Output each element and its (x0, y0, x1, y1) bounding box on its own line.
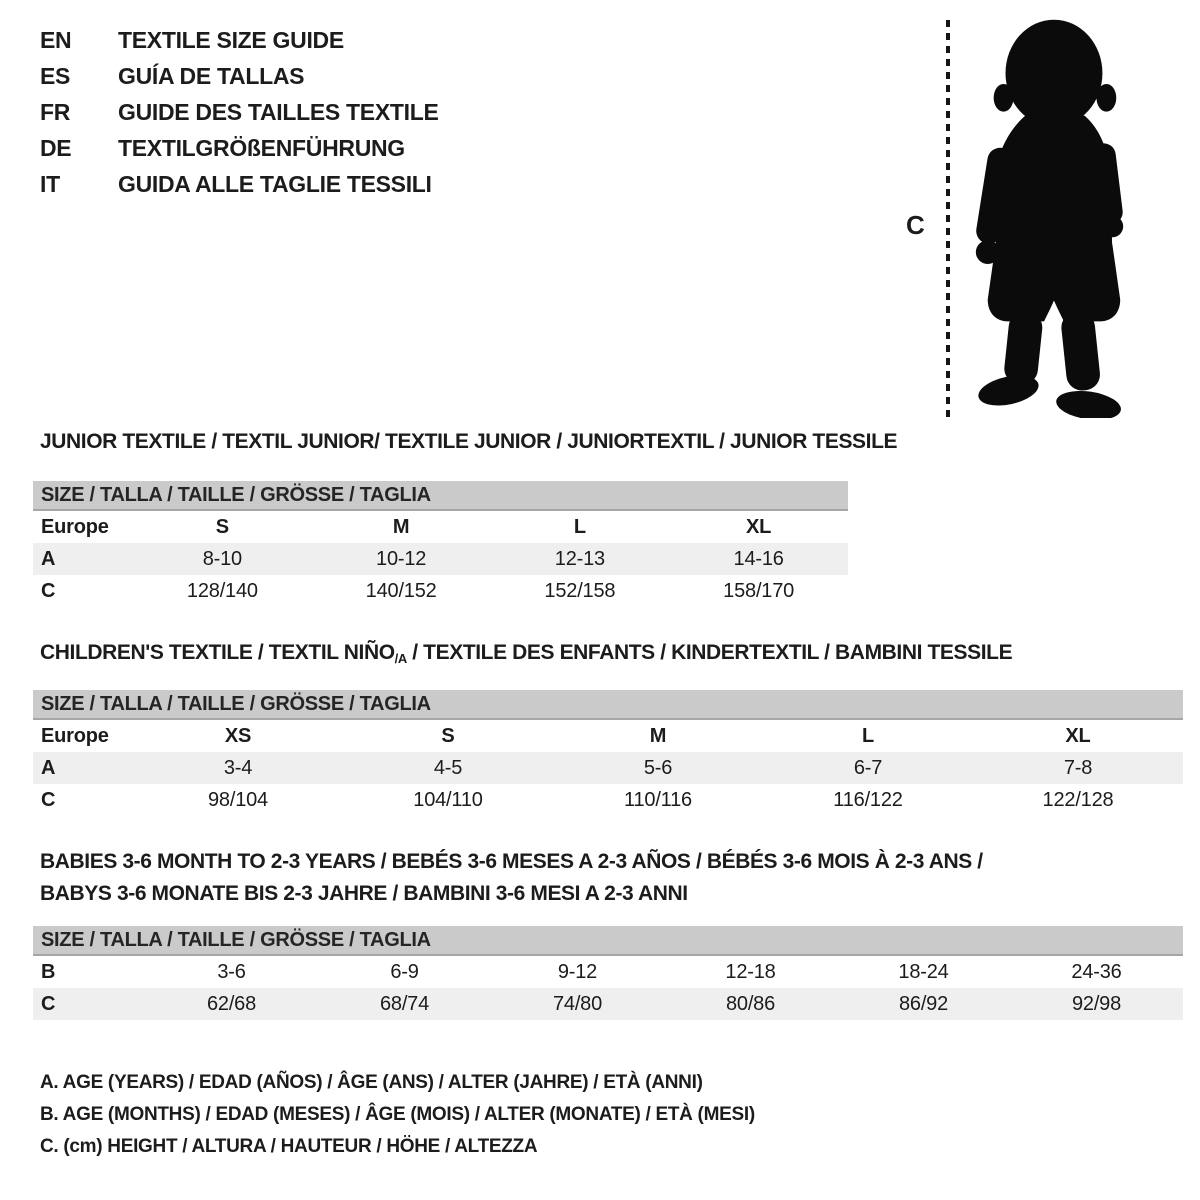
language-title: TEXTILGRÖßENFÜHRUNG (118, 134, 405, 161)
legend-line-c: C. (cm) HEIGHT / ALTURA / HAUTEUR / HÖHE / ALTEZZA (40, 1136, 538, 1157)
children-title-rest: / TEXTILE DES ENFANTS / KINDERTEXTIL / BAMBINI TESSILE (406, 641, 1013, 664)
children-title-main: CHILDREN'S TEXTILE / TEXTIL NIÑO (40, 641, 395, 664)
legend-line-b: B. AGE (MONTHS) / EDAD (MESES) / ÂGE (MOIS) / ALTER (MONATE) / ETÀ (MESI) (40, 1104, 755, 1125)
table-cell: XS (224, 724, 252, 747)
size-header-bar: SIZE / TALLA / TAILLE / GRÖSSE / TAGLIA (33, 481, 848, 511)
section-title-babies-line1: BABIES 3-6 MONTH TO 2-3 YEARS / BEBÉS 3-6 MESES A 2-3 AÑOS / BÉBÉS 3-6 MOIS À 2-3 ANS / (40, 850, 983, 873)
language-code: EN (40, 26, 72, 53)
language-code: DE (40, 134, 72, 161)
language-row (40, 166, 439, 202)
section-title-children (40, 641, 1012, 666)
row-label: A (41, 756, 56, 779)
table-cell: L (573, 515, 586, 538)
language-row (40, 58, 439, 94)
table-cell: 92/98 (1071, 992, 1122, 1015)
height-dashed-line (946, 20, 950, 418)
row-label: C (41, 579, 56, 602)
row-label: A (41, 547, 56, 570)
language-code: IT (40, 170, 60, 197)
language-title: GUIDA ALLE TAGLIE TESSILI (118, 170, 432, 197)
table-cell: 152/158 (544, 579, 616, 602)
language-row (40, 22, 439, 58)
table-row (33, 752, 1183, 784)
table-cell: 116/122 (833, 788, 903, 811)
size-header-bar: SIZE / TALLA / TAILLE / GRÖSSE / TAGLIA (33, 926, 1183, 956)
row-label: C (41, 992, 56, 1015)
table-cell: 12-18 (725, 960, 776, 983)
table-cell: 8-10 (202, 547, 242, 570)
table-cell: 6-9 (390, 960, 419, 983)
table-cell: 86/92 (898, 992, 949, 1015)
table-cell: 68/74 (379, 992, 430, 1015)
language-code: FR (40, 98, 71, 125)
table-cell: 4-5 (433, 756, 463, 779)
table-cell: 74/80 (552, 992, 603, 1015)
junior-size-table (33, 481, 848, 607)
table-cell: 128/140 (186, 579, 258, 602)
table-cell: 80/86 (725, 992, 776, 1015)
babies-size-table (33, 926, 1183, 1020)
size-header-bar: SIZE / TALLA / TAILLE / GRÖSSE / TAGLIA (33, 690, 1183, 720)
table-cell: 12-13 (554, 547, 605, 570)
table-cell: 7-8 (1063, 756, 1093, 779)
table-cell: 18-24 (898, 960, 949, 983)
table-cell: 14-16 (733, 547, 784, 570)
section-title-babies-line2: BABYS 3-6 MONATE BIS 2-3 JAHRE / BAMBINI 3-6 MESI A 2-3 ANNI (40, 882, 688, 905)
row-label: Europe (41, 724, 109, 747)
table-cell: S (441, 724, 455, 747)
table-row (33, 543, 848, 575)
table-cell: 122/128 (1042, 788, 1114, 811)
table-cell: M (392, 515, 410, 538)
children-title-sub: /A (394, 651, 407, 666)
table-cell: 110/116 (624, 788, 692, 811)
table-cell: 24-36 (1071, 960, 1122, 983)
language-title: GUIDE DES TAILLES TEXTILE (118, 98, 439, 125)
table-row (33, 784, 1183, 816)
language-title-block (40, 22, 439, 202)
table-cell: 9-12 (557, 960, 598, 983)
table-cell: XL (1065, 724, 1091, 747)
table-row (33, 575, 848, 607)
table-cell: 3-4 (223, 756, 253, 779)
language-code: ES (40, 62, 71, 89)
baby-silhouette (962, 16, 1140, 418)
height-label-c: C (906, 210, 925, 240)
table-row (33, 988, 1183, 1020)
row-label: B (41, 960, 56, 983)
table-row (33, 511, 848, 543)
table-cell: L (861, 724, 875, 747)
table-cell: S (215, 515, 229, 538)
table-row (33, 956, 1183, 988)
language-title: TEXTILE SIZE GUIDE (118, 26, 344, 53)
row-label: Europe (41, 515, 109, 538)
table-cell: 158/170 (723, 579, 795, 602)
table-cell: 6-7 (853, 756, 883, 779)
language-title: GUÍA DE TALLAS (118, 62, 305, 89)
table-cell: XL (746, 515, 772, 538)
baby-head (1006, 20, 1103, 127)
language-row (40, 94, 439, 130)
table-cell: 3-6 (217, 960, 246, 983)
table-row (33, 720, 1183, 752)
table-cell: 5-6 (643, 756, 673, 779)
legend-line-a: A. AGE (YEARS) / EDAD (AÑOS) / ÂGE (ANS) / ALTER (JAHRE) / ETÀ (ANNI) (40, 1072, 703, 1093)
section-title-junior: JUNIOR TEXTILE / TEXTIL JUNIOR/ TEXTILE JUNIOR / JUNIORTEXTIL / JUNIOR TESSILE (40, 430, 898, 453)
children-size-table (33, 690, 1183, 816)
table-cell: 98/104 (208, 788, 268, 811)
table-cell: 62/68 (206, 992, 257, 1015)
table-cell: M (649, 724, 667, 747)
table-cell: 140/152 (365, 579, 437, 602)
table-cell: 104/110 (413, 788, 483, 811)
row-label: C (41, 788, 56, 811)
table-cell: 10-12 (376, 547, 427, 570)
language-row (40, 130, 439, 166)
